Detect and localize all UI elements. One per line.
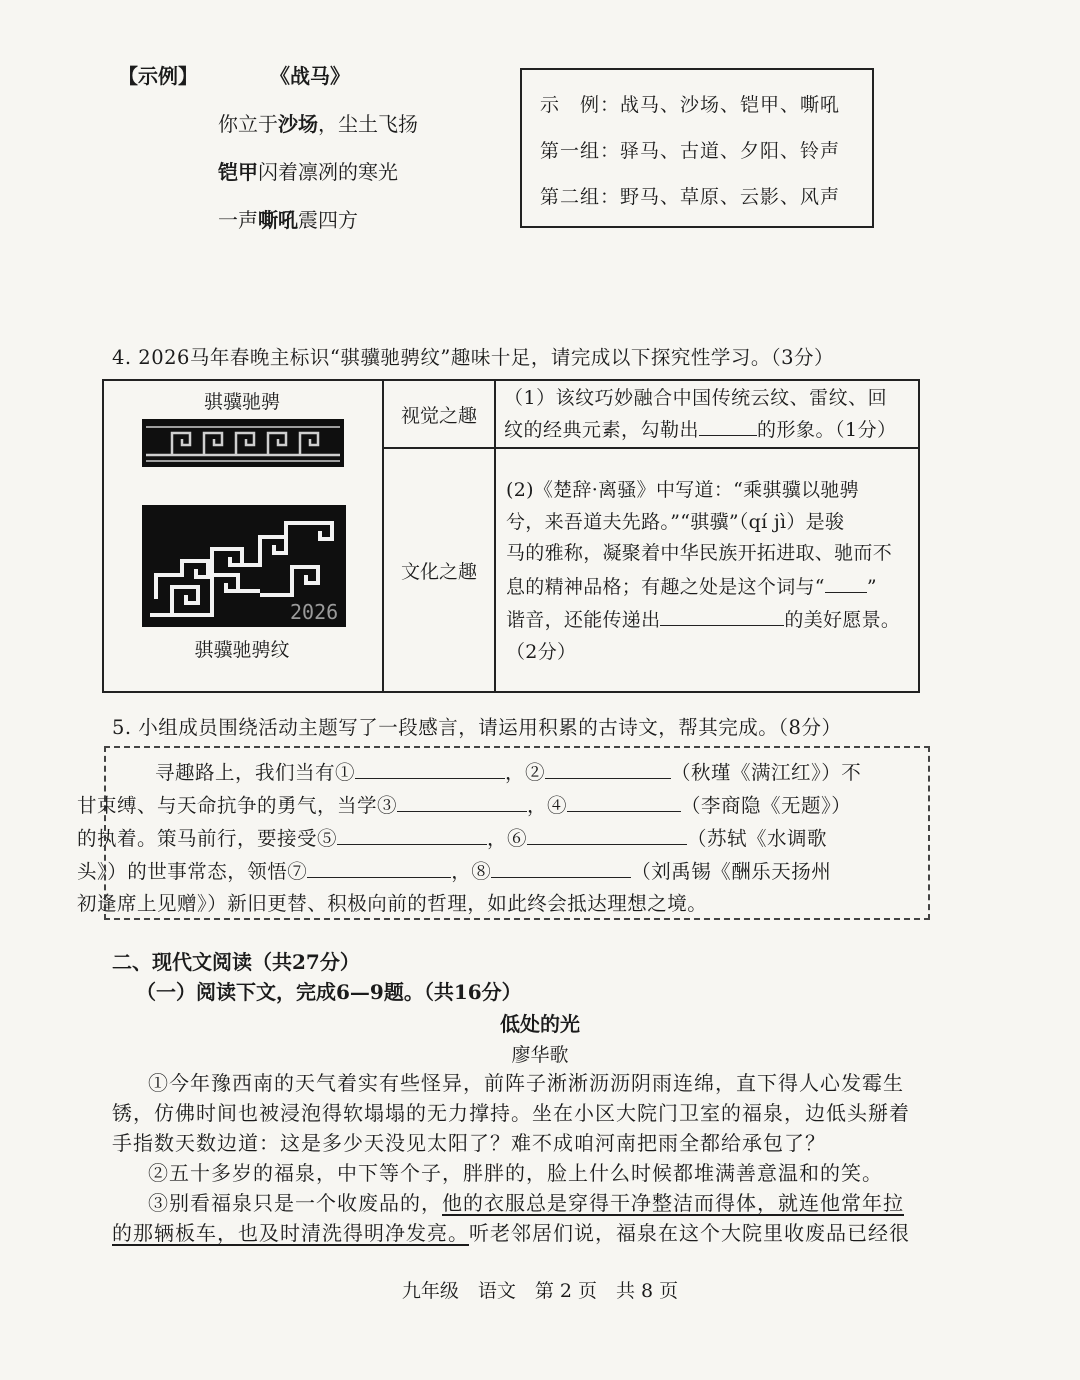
word-row-group-1: 第一组：驿马、古道、夕阳、铃声 <box>540 140 841 162</box>
q4-row2-label: 文化之趣 <box>383 448 495 692</box>
q4-row1-text: （1）该纹巧妙融合中国传统云纹、雷纹、回 纹的经典元素，勾勒出 的形象。（1分） <box>495 380 919 448</box>
q4-image-cell <box>103 380 383 692</box>
poem-blank-8[interactable] <box>491 855 631 878</box>
para-2: ②五十多岁的福泉，中下等个子，胖胖的，脸上什么时候都堆满善意温和的笑。 <box>148 1161 883 1185</box>
answer-blank-2[interactable] <box>825 570 867 593</box>
para-3-line-1: ③别看福泉只是一个收废品的，他的衣服总是穿得干净整洁而得体，就连他常年拉 <box>148 1191 904 1215</box>
poem-blank-6[interactable] <box>527 822 687 845</box>
border-pattern-image <box>142 419 344 467</box>
q4-stem: 4. 2026马年春晚主标识“骐骥驰骋纹”趣味十足，请完成以下探究性学习。（3分） <box>112 346 835 369</box>
page-footer: 九年级 语文 第 2 页 共 8 页 <box>401 1280 679 1302</box>
para-1-line-2: 锈，仿佛时间也被浸泡得软塌塌的无力撑持。坐在小区大院门卫室的福泉，边低头掰着 <box>112 1101 910 1125</box>
word-row-group-2: 第二组：野马、草原、云影、风声 <box>540 186 841 208</box>
article-body <box>112 1068 922 1248</box>
example-line-1: 你立于沙场，尘土飞扬 <box>218 112 418 136</box>
answer-blank-3[interactable] <box>660 603 784 626</box>
answer-blank-1[interactable] <box>699 413 757 436</box>
poem-blank-1[interactable] <box>355 756 505 779</box>
pattern-year-text: 2026 <box>290 600 339 624</box>
q4-row2-text: (2)《楚辞·离骚》中写道：“乘骐骥以驰骋 兮，来吾道夫先路。”“骐骥”（qí jì）是骏 马的雅称，凝聚着中华民族开拓进取、驰而不 息的精神品格；有趣之处是这个词与“ ” 谐音，还能传递出 的美好愿景。 （2分） <box>495 448 919 692</box>
q4-row1-label: 视觉之趣 <box>383 380 495 448</box>
example-tag: 【示例】 <box>118 64 198 88</box>
q5-dashed-box <box>77 746 930 920</box>
poem-blank-3[interactable] <box>397 789 527 812</box>
para-1-line-3: 手指数天数边道：这是多少天没见太阳了？难不成咱河南把雨全都给承包了？ <box>112 1131 826 1155</box>
img-top-caption: 骐骥驰骋 <box>203 391 280 413</box>
example-line-2: 铠甲闪着凛冽的寒光 <box>218 160 398 184</box>
section2-subheading: （一）阅读下文，完成6—9题。（共16分） <box>136 980 522 1004</box>
example-title: 《战马》 <box>270 64 350 88</box>
q4-table <box>102 379 920 693</box>
section2-heading: 二、现代文阅读（共27分） <box>112 950 360 974</box>
article-author: 廖华歌 <box>511 1044 569 1066</box>
poem-blank-4[interactable] <box>567 789 681 812</box>
para-1-line-1: ①今年豫西南的天气着实有些怪异，前阵子淅淅沥沥阴雨连绵，直下得人心发霉生 <box>148 1071 904 1095</box>
poem-blank-5[interactable] <box>337 822 487 845</box>
word-row-example: 示 例：战马、沙场、铠甲、嘶吼 <box>540 94 841 116</box>
para-3-line-2: 的那辆板车，也及时清洗得明净发亮。听老邻居们说，福泉在这个大院里收废品已经很 <box>112 1221 910 1245</box>
q5-stem: 5. 小组成员围绕活动主题写了一段感言，请运用积累的古诗文，帮其完成。（8分） <box>112 716 842 739</box>
example-line-3: 一声嘶吼震四方 <box>218 208 358 232</box>
qiji-pattern-image <box>142 505 346 627</box>
img-bottom-caption: 骐骥驰骋纹 <box>194 639 290 661</box>
article-title: 低处的光 <box>500 1012 580 1036</box>
q5-paragraph: 寻趣路上，我们当有① ，② （秋瑾《满江红》）不 甘束缚、与天命抗争的勇气，当学③ ，④ （李商隐《无题》） 的执着。策马前行，要接受⑤ ，⑥ （苏轼《水调歌 头》）的世事常态，领悟⑦ ，⑧ （刘禹锡《酬乐天扬州 初逢席上见赠》）新旧更替、积极向前的哲理，如此终会抵达理想之境。 <box>106 748 928 920</box>
poem-blank-2[interactable] <box>545 756 671 779</box>
word-group-box <box>520 68 874 228</box>
poem-blank-7[interactable] <box>307 855 451 878</box>
